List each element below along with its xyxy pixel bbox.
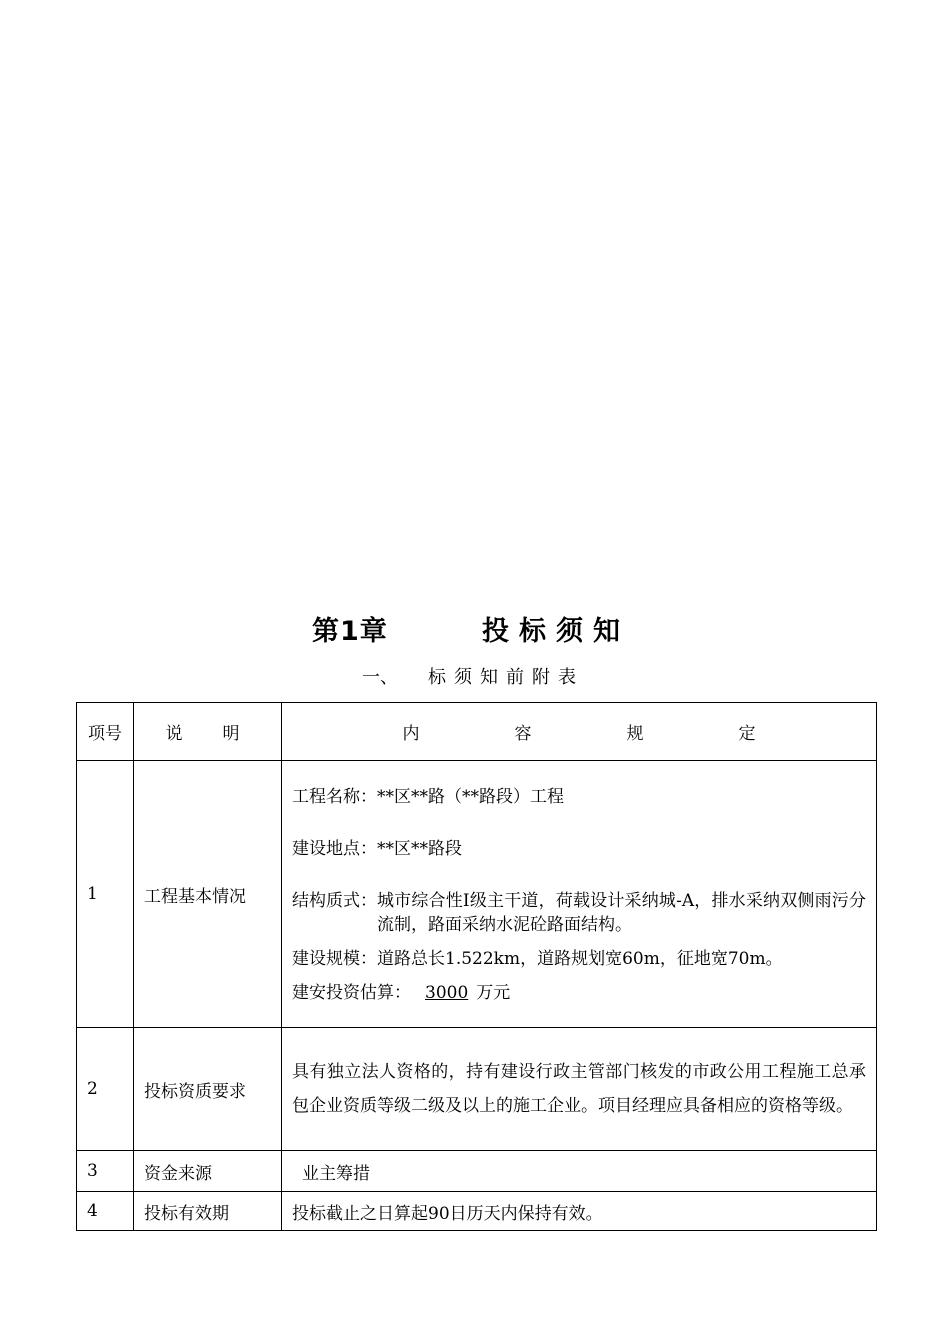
header-content-char: 容: [514, 724, 532, 744]
row-content: 投标截止之日算起90日历天内保持有效。: [282, 1192, 877, 1231]
row-no: 1: [77, 761, 134, 1028]
chapter-name: 投标须知: [482, 616, 630, 647]
investment-value: 3000: [425, 983, 469, 1003]
header-no: 项号: [77, 703, 134, 761]
header-content-char: 内: [402, 724, 420, 744]
table-row: [77, 1151, 877, 1192]
table-header-row: [77, 703, 877, 761]
chapter-number: 第1章: [312, 616, 388, 647]
row-item: 投标资质要求: [134, 1028, 282, 1151]
project-name: 工程名称：**区**路（**路段）工程: [292, 787, 564, 807]
section-name: 标须知前附表: [428, 667, 584, 688]
row-content: 具有独立法人资格的，持有建设行政主管部门核发的市政公用工程施工总承包企业资质等级二级及以上的施工企业。项目经理应具备相应的资格等级。: [282, 1028, 877, 1151]
header-content-char: 规: [626, 724, 644, 744]
row-no: 3: [77, 1151, 134, 1192]
row-content: [282, 761, 877, 1028]
table-row: [77, 761, 877, 1028]
structure-label: 结构质式：: [292, 891, 377, 911]
project-location: 建设地点：**区**路段: [292, 839, 462, 859]
section-title: [0, 664, 950, 692]
header-content-char: 定: [738, 724, 756, 744]
project-investment: [292, 981, 866, 1005]
table-row: [77, 1192, 877, 1231]
project-structure: [292, 889, 866, 937]
investment-label: 建安投资估算：: [292, 983, 411, 1003]
row-item: 投标有效期: [134, 1192, 282, 1231]
row-no: 2: [77, 1028, 134, 1151]
row-item: 工程基本情况: [134, 761, 282, 1028]
section-index: 一、: [362, 667, 398, 688]
structure-value: 城市综合性Ⅰ级主干道，荷载设计采纳城-A，排水采纳双侧雨污分流制，路面采纳水泥砼路面结构。: [377, 891, 866, 935]
investment-unit: 万元: [476, 983, 511, 1003]
row-item: 资金来源: [134, 1151, 282, 1192]
row-no: 4: [77, 1192, 134, 1231]
table-row: [77, 1028, 877, 1151]
row-content: 业主筹措: [282, 1151, 877, 1192]
chapter-title: [0, 612, 950, 652]
project-scale: 建设规模：道路总长1.522km，道路规划宽60m，征地宽70m。: [292, 949, 783, 969]
bid-notice-table: [76, 702, 877, 1231]
header-content: [282, 703, 877, 761]
header-item: 说明: [134, 703, 282, 761]
